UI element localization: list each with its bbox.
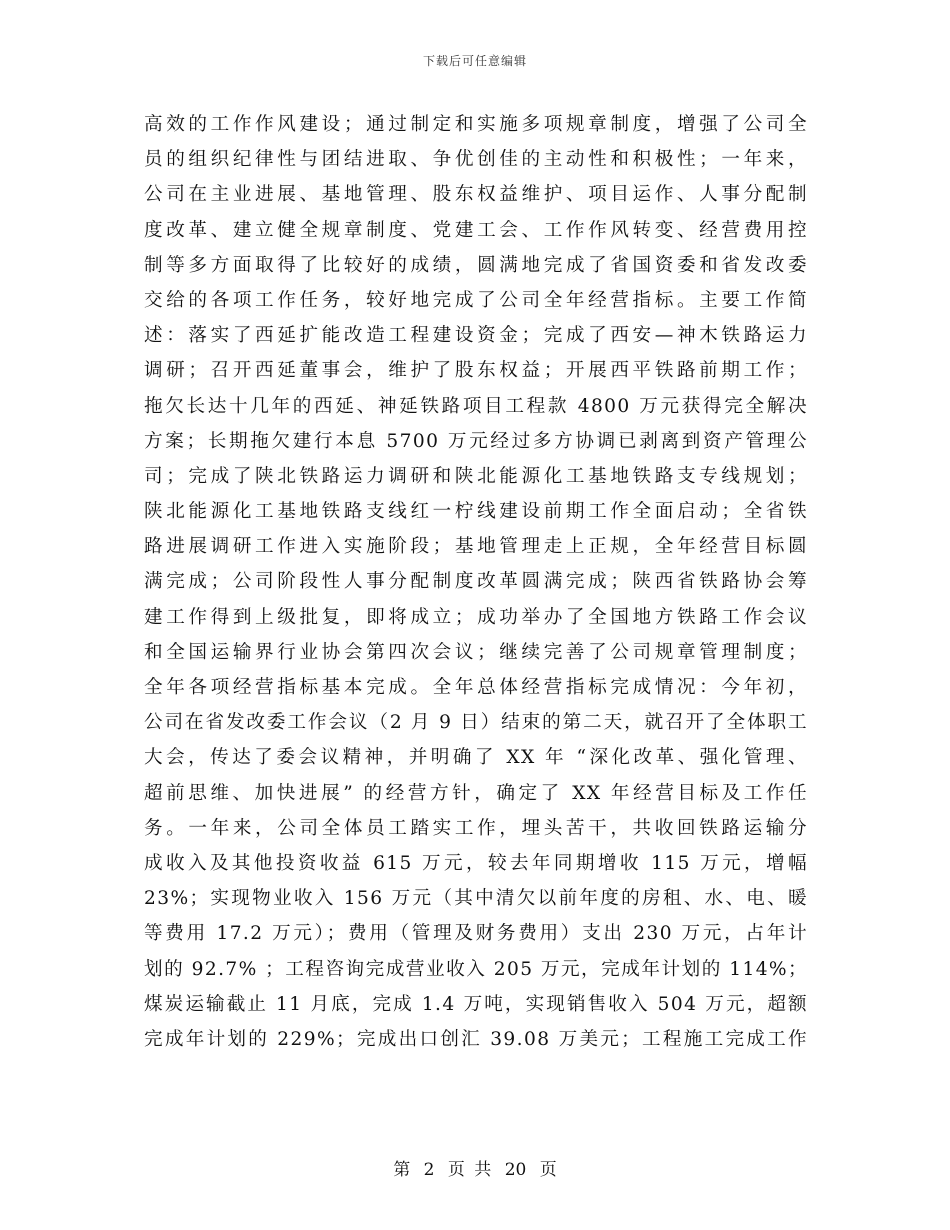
body-line: 员的组织纪律性与团结进取、争优创佳的主动性和积极性；一年来， bbox=[144, 149, 808, 171]
body-line: 建工作得到上级批复，即将成立；成功举办了全国地方铁路工作会议 bbox=[144, 606, 808, 628]
footer-suffix: 页 bbox=[539, 1160, 557, 1180]
body-line: 度改革、建立健全规章制度、党建工会、工作作风转变、经营费用控 bbox=[144, 219, 808, 241]
body-line: 成收入及其他投资收益 615 万元，较去年同期增收 115 万元，增幅 bbox=[144, 852, 808, 874]
body-line: 方案；长期拖欠建行本息 5700 万元经过多方协调已剥离到资产管理公 bbox=[144, 430, 808, 452]
body-line: 交给的各项工作任务，较好地完成了公司全年经营指标。主要工作简 bbox=[144, 289, 808, 311]
body-line: 等费用 17.2 万元）；费用（管理及财务费用）支出 230 万元，占年计 bbox=[144, 923, 808, 945]
footer-current-page: 2 bbox=[423, 1160, 435, 1180]
body-line: 高效的工作作风建设；通过制定和实施多项规章制度，增强了公司全 bbox=[144, 114, 808, 135]
body-line: 满完成；公司阶段性人事分配制度改革圆满完成；陕西省铁路协会筹 bbox=[144, 571, 808, 593]
body-line: 公司在主业进展、基地管理、股东权益维护、项目运作、人事分配制 bbox=[144, 184, 808, 206]
body-line: 司；完成了陕北铁路运力调研和陕北能源化工基地铁路支专线规划； bbox=[144, 465, 808, 487]
page-footer bbox=[0, 1155, 950, 1180]
body-line: 拖欠长达十几年的西延、神延铁路项目工程款 4800 万元获得完全解决 bbox=[144, 395, 808, 417]
footer-total-pages: 20 bbox=[504, 1160, 527, 1180]
body-line: 超前思维、加快进展” 的经营方针，确定了 XX 年经营目标及工作任 bbox=[144, 782, 808, 804]
footer-prefix: 第 bbox=[393, 1160, 411, 1180]
body-line: 大会，传达了委会议精神，并明确了 XX 年 “深化改革、强化管理、 bbox=[144, 747, 808, 769]
body-line: 陕北能源化工基地铁路支线红一柠线建设前期工作全面启动；全省铁 bbox=[144, 501, 808, 523]
document-body bbox=[144, 107, 808, 1057]
body-line: 务。一年来，公司全体员工踏实工作，埋头苦干，共收回铁路运输分 bbox=[144, 817, 808, 839]
body-line: 23%；实现物业收入 156 万元（其中清欠以前年度的房租、水、电、暖 bbox=[144, 888, 808, 910]
page-header: 下载后可任意编辑 bbox=[422, 54, 527, 68]
body-line: 划的 92.7% ；工程咨询完成营业收入 205 万元，完成年计划的 114%； bbox=[144, 958, 808, 980]
body-line: 和全国运输界行业协会第四次会议；继续完善了公司规章管理制度； bbox=[144, 641, 808, 663]
body-line: 调研；召开西延董事会，维护了股东权益；开展西平铁路前期工作； bbox=[144, 360, 808, 382]
body-line: 路进展调研工作进入实施阶段；基地管理走上正规，全年经营目标圆 bbox=[144, 536, 808, 558]
body-line: 完成年计划的 229%；完成出口创汇 39.08 万美元；工程施工完成工作 bbox=[144, 1028, 808, 1050]
body-line: 制等多方面取得了比较好的成绩，圆满地完成了省国资委和省发改委 bbox=[144, 254, 808, 276]
body-line: 煤炭运输截止 11 月底，完成 1.4 万吨，实现销售收入 504 万元，超额 bbox=[144, 993, 808, 1015]
body-line: 全年各项经营指标基本完成。全年总体经营指标完成情况：今年初， bbox=[144, 677, 808, 698]
body-line: 述：落实了西延扩能改造工程建设资金；完成了西安—神木铁路运力 bbox=[144, 325, 808, 347]
body-line: 公司在省发改委工作会议（2 月 9 日）结束的第二天，就召开了全体职工 bbox=[144, 712, 808, 734]
footer-middle: 页 共 bbox=[447, 1160, 492, 1180]
